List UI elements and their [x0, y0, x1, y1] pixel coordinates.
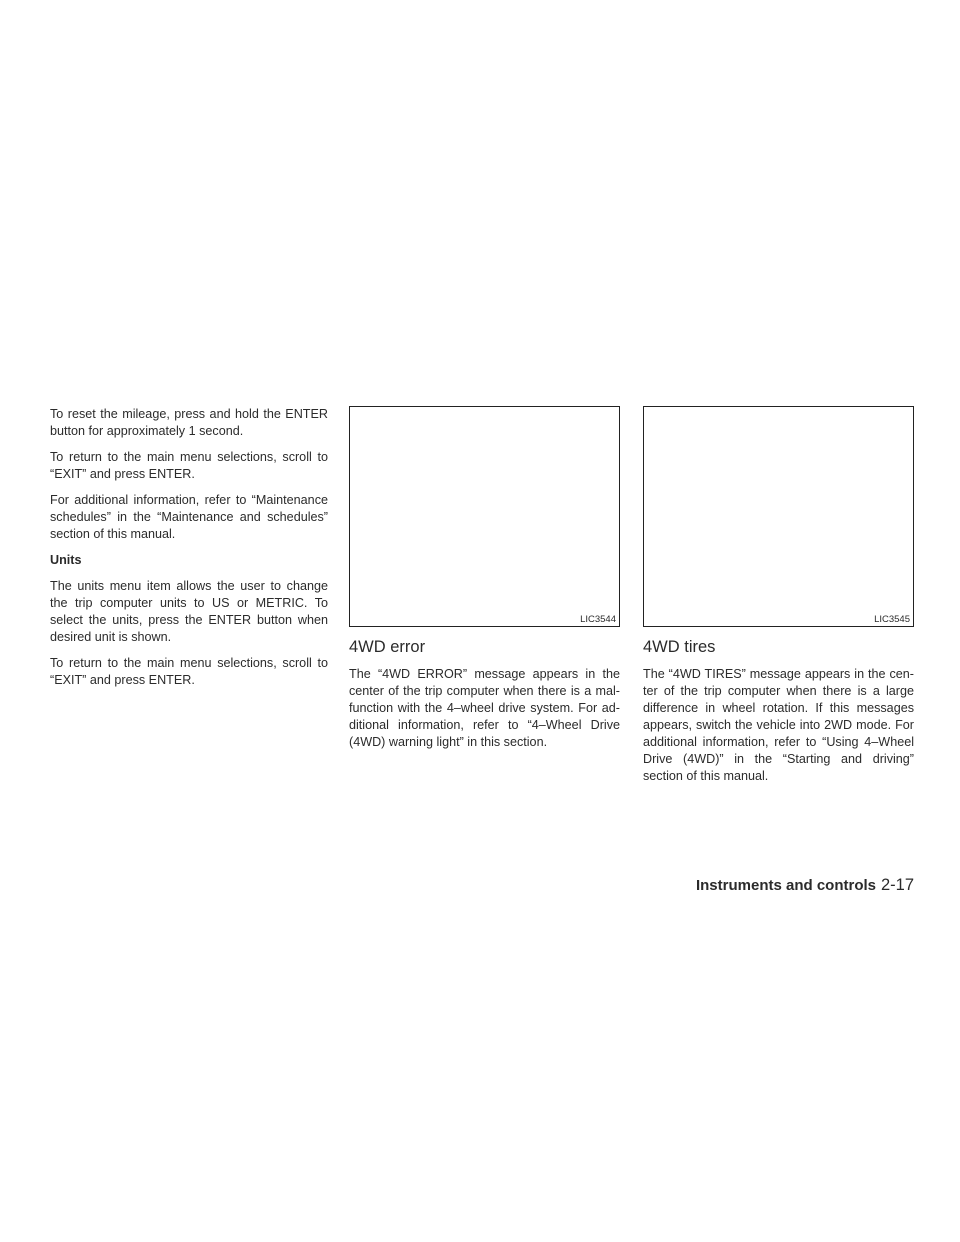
figure-4wd-tires: [643, 406, 914, 627]
page-footer: [0, 875, 960, 899]
maintenance-reference-paragraph: For additional information, refer to “Maintenance schedules” in the “Maintenance and schedules” section of this manual.: [50, 493, 328, 541]
right-column: [643, 406, 914, 794]
page-number: 2-17: [881, 876, 915, 894]
4wd-error-body: The “4WD ERROR” message appears in the center of the trip computer when there is a mal-function with the 4–wheel drive system. For ad-ditional information, refer to “4–Wheel Drive (4WD) warning light” in this section.: [349, 667, 620, 749]
4wd-tires-body: The “4WD TIRES” message appears in the cen-ter of the trip computer when there is a large difference in wheel rotation. If this messages appears, switch the vehicle into 2WD mode. For additional information, refer to “Using 4–Wheel Drive (4WD)” in the “Starting and driving” section of this manual.: [643, 667, 914, 783]
units-subheading: Units: [50, 553, 82, 567]
figure-code: LIC3544: [580, 614, 616, 625]
units-description-paragraph: The units menu item allows the user to change the trip computer units to US or METRIC. To select the units, press the ENTER button when desired unit is shown.: [50, 579, 328, 644]
reset-mileage-paragraph: To reset the mileage, press and hold the ENTER button for approximately 1 second.: [50, 407, 328, 438]
units-return-paragraph: To return to the main menu selections, scroll to “EXIT” and press ENTER.: [50, 656, 328, 687]
section-title-4wd-error: 4WD error: [349, 638, 426, 656]
left-column: [50, 406, 328, 698]
section-title-4wd-tires: 4WD tires: [643, 638, 716, 656]
return-main-menu-paragraph: To return to the main menu selections, scroll to “EXIT” and press ENTER.: [50, 450, 328, 481]
figure-4wd-error: [349, 406, 620, 627]
figure-code: LIC3545: [874, 614, 910, 625]
middle-column: [349, 406, 620, 760]
footer-section-title: Instruments and controls: [695, 877, 876, 894]
